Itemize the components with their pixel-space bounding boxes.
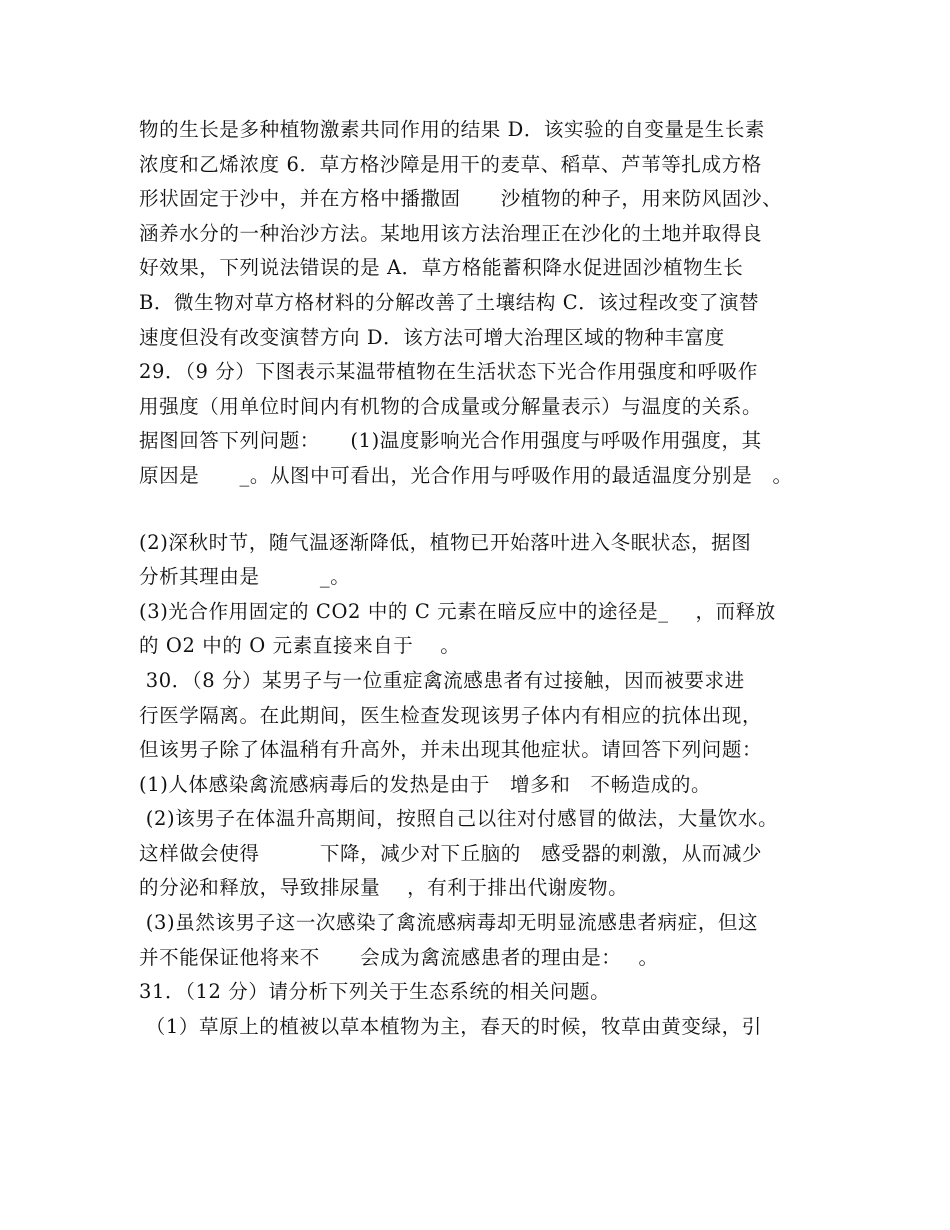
- text-line: 原因是 _。从图中可看出，光合作用与呼吸作用的最适温度分别是 。: [139, 463, 793, 487]
- text-line: 的分泌和释放，导致排尿量 ，有利于排出代谢废物。: [139, 876, 629, 900]
- text-line: 好效果，下列说法错误的是 A．草方格能蓄积降水促进固沙植物生长: [139, 256, 744, 280]
- text-line: 速度但没有改变演替方向 D．该方法可增大治理区域的物种丰富度: [139, 325, 725, 349]
- text-line: (3)虽然该男子这一次感染了禽流感病毒却无明显流感患者病症，但这: [139, 911, 759, 935]
- text-line: 浓度和乙烯浓度 6．草方格沙障是用干的麦草、稻草、芦苇等扎成方格: [139, 152, 762, 176]
- text-line: 物的生长是多种植物激素共同作用的结果 D．该实验的自变量是生长素: [139, 118, 766, 141]
- text-line: (3)光合作用固定的 CO2 中的 C 元素在暗反应中的途径是_ ，而释放: [139, 599, 776, 623]
- document-body: [139, 113, 839, 1044]
- text-line: (2)该男子在体温升高期间，按照自己以往对付感冒的做法，大量饮水。: [139, 807, 779, 831]
- text-line: 并不能保证他将来不 会成为禽流感患者的理由是： 。: [139, 945, 659, 969]
- text-line: 形状固定于沙中，并在方格中播撒固 沙植物的种子，用来防风固沙、: [139, 187, 783, 211]
- text-line: 用强度（用单位时间内有机物的合成量或分解量表示）与温度的关系。: [139, 394, 763, 418]
- text-line: B．微生物对草方格材料的分解改善了土壤结构 C．该过程改变了演替: [139, 290, 760, 314]
- text-line: 行医学隔离。在此期间，医生检查发现该男子体内有相应的抗体出现，: [139, 703, 763, 727]
- paragraph-gap: [139, 494, 839, 526]
- text-line: 这样做会使得 下降，减少对下丘脑的 感受器的刺激，从而减少: [139, 841, 763, 865]
- text-line: 30．（8 分）某男子与一位重症禽流感患者有过接触，因而被要求进: [139, 668, 745, 692]
- text-line: 31．（12 分）请分析下列关于生态系统的相关问题。: [139, 980, 611, 1004]
- text-line: 的 O2 中的 O 元素直接来自于 。: [139, 634, 461, 658]
- text-line: 涵养水分的一种治沙方法。某地用该方法治理正在沙化的土地并取得良: [139, 221, 763, 245]
- text-line: （1）草原上的植被以草本植物为主，春天的时候，牧草由黄变绿，引: [139, 1014, 762, 1038]
- text-line: 分析其理由是 _。: [139, 565, 351, 589]
- text-line: 29．（9 分）下图表示某温带植物在生活状态下光合作用强度和呼吸作: [139, 360, 758, 384]
- text-line: (1)人体感染禽流感病毒后的发热是由于 增多和 不畅造成的。: [139, 772, 712, 796]
- text-line: (2)深秋时节，随气温逐渐降低，植物已开始落叶进入冬眠状态，据图: [139, 530, 752, 554]
- text-line: 但该男子除了体温稍有升高外，并未出现其他症状。请回答下列问题：: [139, 738, 763, 762]
- text-line: 据图回答下列问题： (1)温度影响光合作用强度与呼吸作用强度，其: [139, 429, 762, 453]
